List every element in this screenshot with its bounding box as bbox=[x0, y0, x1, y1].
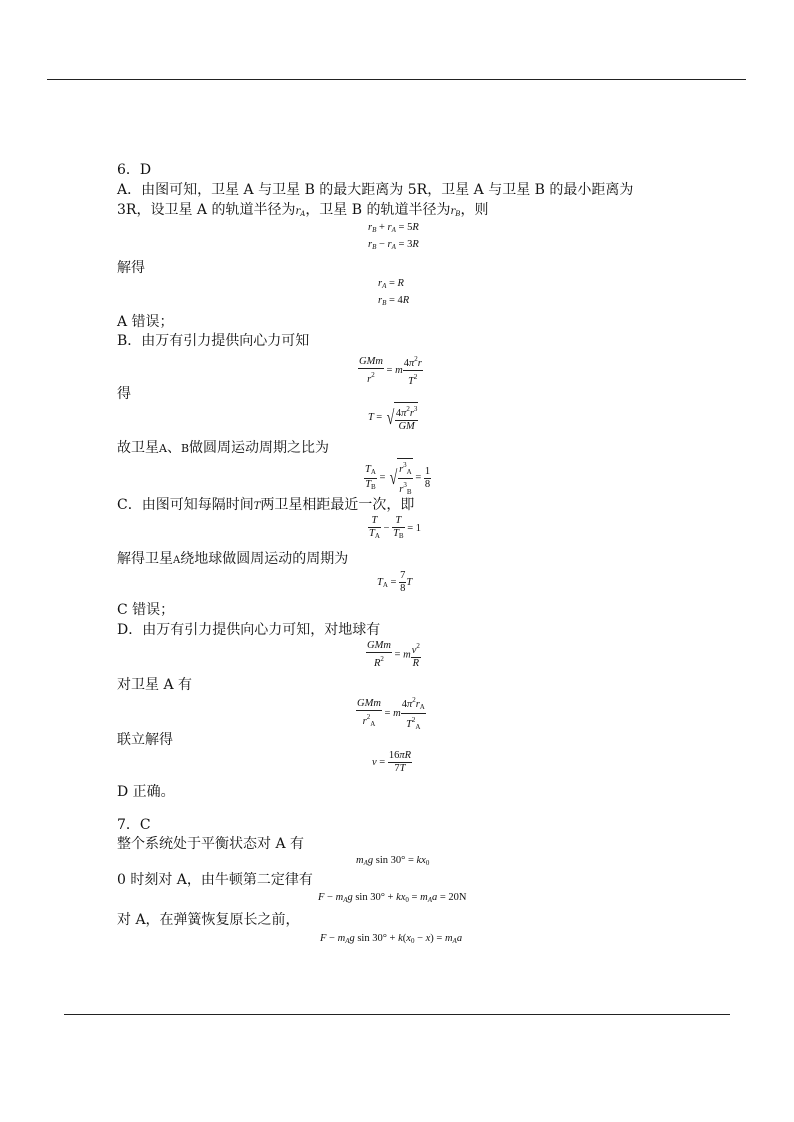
equation-equilibrium: $m_Ag$ $\sin 30^\circ = kx_0$ bbox=[356, 855, 430, 867]
text-line: A．由图可知，卫星 A 与卫星 B 的最大距离为 5R，卫星 A 与卫星 B 的最小距离为 bbox=[117, 182, 634, 198]
header-rule bbox=[47, 79, 746, 80]
equation-gravity: $\frac{\text{GMm}}{r^2}$ = m $\frac{4\pi^2r}{T^2}$ bbox=[359, 355, 422, 387]
equation-synodic: $\frac{T}{T_A}$ − $\frac{T}{T_B}$ = 1 bbox=[369, 515, 422, 540]
text-span: 故卫星 bbox=[117, 440, 159, 456]
text-span: B bbox=[180, 442, 190, 455]
text-line: A 错误； bbox=[117, 314, 174, 330]
text-line: C 错误； bbox=[117, 602, 175, 618]
text-span: A bbox=[159, 442, 167, 455]
text-span: ，则 bbox=[460, 202, 489, 218]
text-span: 绕地球做圆周运动的周期为 bbox=[180, 551, 349, 567]
text-line: D 正确。 bbox=[117, 784, 175, 800]
text-span: A bbox=[173, 555, 181, 566]
text-line bbox=[117, 438, 329, 459]
text-span: 两卫星相距最近一次，即 bbox=[260, 497, 415, 513]
equation-rb: $r_B = 4R$ bbox=[378, 295, 410, 307]
equation-period: T = √ $\frac{4\pi^2r^3}{GM}$ bbox=[368, 402, 418, 433]
equation-period-ratio: $\frac{T_A}{T_B}$ = √ $\frac{r^3_A}{r^3_B}$ = $\frac{1}{8}$ bbox=[364, 458, 431, 498]
text-span: 、 bbox=[166, 440, 181, 456]
text-span: ，卫星 B 的轨道半径为 bbox=[305, 202, 451, 218]
answer-7: 7．C bbox=[117, 817, 151, 833]
text-line bbox=[117, 549, 348, 571]
text-span: 解得卫星 bbox=[117, 551, 173, 567]
footer-rule bbox=[64, 1014, 730, 1015]
equation-orbit-diff: $r_B - r_A = 3R$ bbox=[368, 239, 419, 251]
text-line bbox=[117, 495, 414, 517]
math-ra: $r_A$ bbox=[295, 206, 306, 218]
text-line: 联立解得 bbox=[117, 732, 173, 748]
equation-newton-general: $F - m_Ag$ $\sin 30^\circ + k(x_0 - x) = m_Aa$ bbox=[320, 933, 463, 945]
text-line: 0 时刻对 A，由牛顿第二定律有 bbox=[117, 872, 313, 888]
text-line: 对 A，在弹簧恢复原长之前， bbox=[117, 912, 300, 928]
equation-ta: $T_A$ = $\frac{7}{8}$ T bbox=[377, 570, 413, 594]
math-t: T bbox=[253, 501, 261, 512]
equation-satellite-a: $\frac{\text{GMm}}{r^2_A}$ = m $\frac{4\pi^2r_A}{T^2_A}$ bbox=[357, 696, 425, 731]
math-rb: $r_B$ bbox=[450, 206, 461, 218]
answer-6: 6．D bbox=[117, 162, 152, 178]
equation-orbit-sum: $r_B + r_A = 5R$ bbox=[368, 222, 419, 234]
equation-ra: $r_A = R$ bbox=[378, 278, 404, 290]
text-span: 3R，设卫星 A 的轨道半径为 bbox=[117, 202, 296, 218]
text-line bbox=[117, 200, 488, 224]
equation-velocity: v = $\frac{16\pi R}{7T}$ bbox=[372, 750, 412, 774]
text-line: 得 bbox=[117, 386, 131, 402]
text-span: C．由图可知每隔时间 bbox=[117, 497, 254, 513]
text-line: 解得 bbox=[117, 260, 145, 276]
equation-earth-surface: $\frac{\text{GMm}}{R^2}$ = m $\frac{v^2}{R}$ bbox=[367, 640, 420, 669]
text-line: 整个系统处于平衡状态对 A 有 bbox=[117, 836, 305, 852]
text-line: 对卫星 A 有 bbox=[117, 677, 193, 693]
text-line: D．由万有引力提供向心力可知，对地球有 bbox=[117, 622, 381, 638]
text-line: B．由万有引力提供向心力可知 bbox=[117, 333, 310, 349]
equation-newton-t0: $F - m_Ag$ $\sin 30^\circ + kx_0 = m_Aa = 20N$ bbox=[318, 892, 467, 904]
text-span: 做圆周运动周期之比为 bbox=[189, 440, 330, 456]
